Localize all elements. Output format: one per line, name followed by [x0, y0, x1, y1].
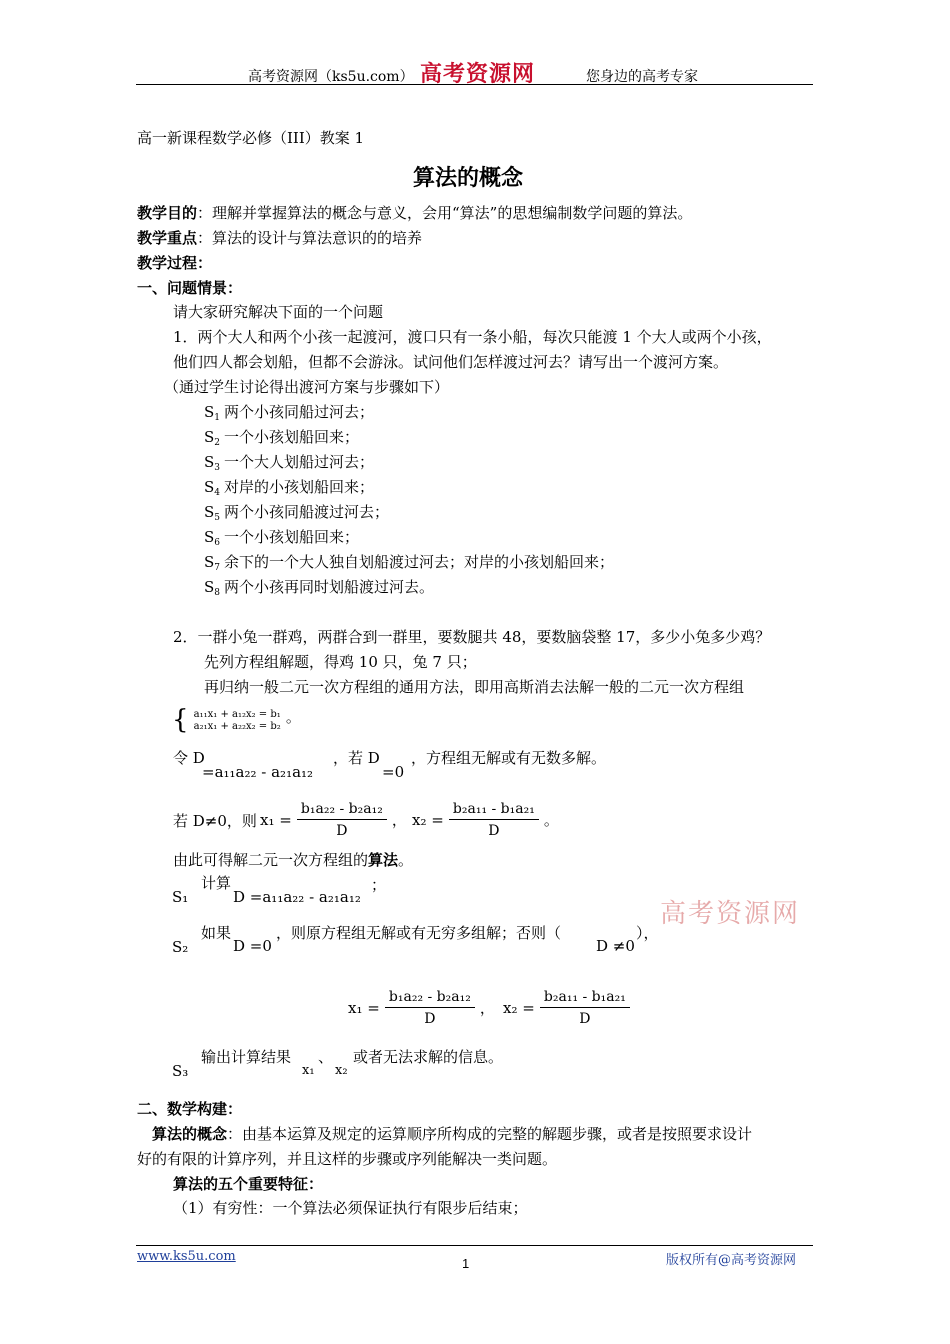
algo-x1-formula	[348, 988, 495, 1028]
concept-line2: 好的有限的计算序列，并且这样的步骤或序列能解决一类问题。	[137, 1150, 558, 1168]
step-label: S	[204, 503, 215, 521]
algo-s2-expr2: D ≠0	[596, 937, 635, 955]
algo-x2-numerator: b₂a₁₁ - b₁a₂₁	[540, 988, 630, 1008]
step-item	[204, 577, 434, 603]
problem2-line3: 再归纳一般二元一次方程组的通用方法，即用高斯消去法解一般的二元一次方程组	[204, 678, 745, 696]
if-d-label: ，若 D	[333, 749, 380, 767]
section-heading-2: 二、数学构建：	[137, 1100, 243, 1118]
algo-s2-text1: 如果	[201, 924, 232, 942]
step-text: 对岸的小孩划船回来；	[224, 478, 375, 496]
algo-x1-label: x₁ =	[348, 999, 380, 1017]
step-number: 5	[214, 513, 221, 523]
algo-x2-denominator: D	[579, 1011, 591, 1027]
algo-x1-denominator: D	[424, 1011, 436, 1027]
algo-s2-label: S₂	[172, 938, 189, 956]
algo-s3-text1: 输出计算结果	[201, 1048, 292, 1066]
problem2-line1: 2．一群小兔一群鸡，两群合到一群里，要数腿共 48，要数脑袋整 17，多少小兔多少鸡？	[173, 628, 771, 646]
algo-x1-fraction	[385, 988, 475, 1028]
x2-period: 。	[543, 811, 559, 829]
step-label: S	[204, 553, 215, 571]
footer-rule	[136, 1245, 813, 1246]
concept-line1	[152, 1124, 752, 1144]
algo-s2-expr: D =0	[233, 937, 272, 955]
intro-text: 请大家研究解决下面的一个问题	[173, 303, 384, 321]
algo-s1-label: S₁	[172, 888, 189, 906]
algo-x1-numerator: b₁a₂₂ - b₂a₁₂	[385, 988, 475, 1008]
algo-s1-expr: D =a₁₁a₂₂ - a₂₁a₁₂	[233, 888, 361, 906]
step-number: 7	[214, 563, 221, 573]
step-item	[204, 527, 359, 553]
x1-label: x₁ =	[260, 811, 292, 829]
x1-fraction	[297, 800, 387, 840]
algo-x1-comma: ，	[479, 999, 495, 1017]
x1-formula	[260, 800, 407, 840]
system-line-2: a₂₁x₁ + a₂₂x₂ = b₂	[193, 721, 281, 732]
no-solution-text: ，方程组无解或有无数多解。	[411, 749, 607, 767]
header-rule	[136, 84, 813, 85]
x2-numerator: b₂a₁₁ - b₁a₂₁	[449, 800, 539, 820]
d-definition: =a₁₁a₂₂ - a₂₁a₁₂	[202, 763, 314, 781]
x2-fraction	[449, 800, 539, 840]
step-label: S	[204, 528, 215, 546]
footer-link[interactable]: www.ks5u.com	[137, 1249, 236, 1264]
let-d-label: 令 D	[173, 749, 205, 767]
step-label: S	[204, 403, 215, 421]
step-item	[204, 452, 374, 478]
teaching-goal	[137, 203, 692, 223]
step-number: 3	[214, 463, 221, 473]
step-item	[204, 477, 374, 503]
algo-s3-label: S₃	[172, 1062, 189, 1080]
algo-s3-x1: x₁	[302, 1063, 315, 1078]
step-number: 6	[214, 538, 221, 548]
step-label: S	[204, 453, 215, 471]
feature-1: （1）有穷性：一个算法必须保证执行有限步后结束；	[173, 1199, 528, 1217]
doc-subtitle: 高一新课程数学必修（III）教案 1	[137, 129, 365, 147]
x2-formula	[412, 800, 559, 840]
step-text: 一个小孩划船回来；	[224, 528, 360, 546]
step-item	[204, 552, 614, 578]
step-item	[204, 502, 389, 528]
step-label: S	[204, 578, 215, 596]
header-site-name: 高考资源网（ks5u.com）	[248, 69, 414, 85]
system-brace: {	[172, 705, 189, 735]
header-logo: 高考资源网	[420, 61, 536, 87]
watermark: 高考资源网	[660, 899, 801, 929]
algo-s3-x2: x₂	[335, 1063, 348, 1078]
page-title: 算法的概念	[413, 165, 524, 191]
features-heading: 算法的五个重要特征：	[173, 1175, 324, 1193]
section-heading-1: 一、问题情景：	[137, 279, 243, 297]
x1-numerator: b₁a₂₂ - b₂a₁₂	[297, 800, 387, 820]
algo-x2-label: x₂ =	[503, 999, 535, 1017]
problem1-line1: 1．两个大人和两个小孩一起渡河，渡口只有一条小船，每次只能渡 1 个大人或两个小孩，	[173, 328, 772, 346]
algo-x2-fraction	[540, 988, 630, 1028]
step-label: S	[204, 428, 215, 446]
step-item	[204, 427, 359, 453]
problem1-line2: 他们四人都会划船，但都不会游泳。试问他们怎样渡过河去？请写出一个渡河方案。	[173, 353, 729, 371]
step-text: 余下的一个大人独自划船渡过河去；对岸的小孩划船回来；	[224, 553, 615, 571]
step-item	[204, 402, 374, 428]
algo-s3-separator: 、	[318, 1048, 334, 1066]
header-slogan: 您身边的高考专家	[586, 69, 698, 85]
problem2-line2: 先列方程组解题，得鸡 10 只，兔 7 只；	[204, 653, 477, 671]
page-number: 1	[462, 1256, 470, 1271]
step-text: 一个大人划船过河去；	[224, 453, 375, 471]
step-number: 8	[214, 588, 221, 598]
algo-s1-text: 计算	[201, 874, 232, 892]
goal-text: ：理解并掌握算法的概念与意义，会用“算法”的思想编制数学问题的算法。	[197, 204, 693, 222]
step-text: 两个小孩再同时划船渡过河去。	[224, 578, 435, 596]
step-number: 2	[214, 438, 221, 448]
key-label: 教学重点	[137, 229, 198, 247]
if-d-nonzero: 若 D≠0，则	[173, 812, 257, 830]
problem1-note: （通过学生讨论得出渡河方案与步骤如下）	[164, 378, 450, 396]
system-period: 。	[285, 708, 301, 726]
step-number: 1	[214, 413, 221, 423]
algo-s2-text3: ），	[636, 924, 659, 942]
equation-system	[172, 707, 301, 733]
system-line-1: a₁₁x₁ + a₁₂x₂ = b₁	[193, 709, 281, 720]
x1-denominator: D	[336, 823, 348, 839]
concept-label: 算法的概念	[152, 1125, 228, 1143]
algo-s2-text2: ，则原方程组无解或有无穷多组解；否则（	[276, 924, 562, 942]
step-text: 两个小孩同船过河去；	[224, 403, 375, 421]
x2-label: x₂ =	[412, 811, 444, 829]
goal-label: 教学目的	[137, 204, 198, 222]
step-text: 一个小孩划船回来；	[224, 428, 360, 446]
algo-s1-semicolon: ；	[371, 876, 387, 894]
algorithm-intro-end: 。	[398, 851, 414, 869]
key-text: ：算法的设计与算法意识的的培养	[197, 229, 423, 247]
footer-copyright: 版权所有@高考资源网	[666, 1253, 797, 1268]
algo-x2-formula	[503, 988, 630, 1028]
algorithm-intro	[173, 850, 413, 870]
process-label: 教学过程：	[137, 254, 213, 272]
step-label: S	[204, 478, 215, 496]
x1-comma: ，	[391, 811, 407, 829]
algorithm-intro-text: 由此可得解二元一次方程组的	[173, 851, 369, 869]
teaching-key	[137, 228, 422, 248]
algorithm-word: 算法	[368, 851, 399, 869]
step-number: 4	[214, 488, 221, 498]
system-equations	[194, 709, 281, 733]
x2-denominator: D	[488, 823, 500, 839]
d-equals-zero: =0	[382, 763, 405, 781]
concept-text: ：由基本运算及规定的运算顺序所构成的完整的解题步骤，或者是按照要求设计	[227, 1125, 753, 1143]
step-text: 两个小孩同船渡过河去；	[224, 503, 390, 521]
algo-s3-text2: 或者无法求解的信息。	[353, 1048, 504, 1066]
